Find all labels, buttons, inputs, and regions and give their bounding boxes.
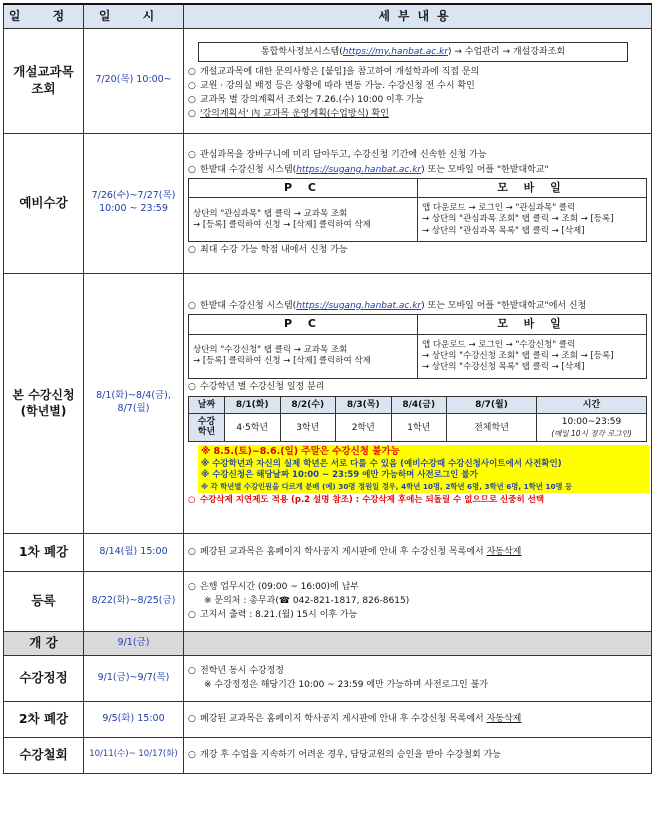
- item-text: 개강 후 수업을 지속하기 어려운 경우, 담당교원의 승인을 받아 수강철회 가능: [200, 749, 501, 760]
- bullet-icon: ○: [188, 381, 196, 392]
- schedule-cell: 1학년: [391, 414, 447, 442]
- item-text: 관심과목을 장바구니에 미리 담아두고, 수강신청 기간에 신속한 신청 가능: [200, 150, 487, 161]
- list-item: [188, 495, 647, 506]
- schedule-time-cell: [537, 414, 647, 442]
- contact-line: ※ 문의처 : 총무과(☎ 042-821-1817, 826-8615): [204, 595, 410, 606]
- bullet-icon: ○: [188, 713, 196, 724]
- bullet-icon: ○: [188, 610, 196, 621]
- bullet-icon: ○: [188, 95, 196, 106]
- row-payment: [4, 571, 652, 631]
- method-table: [188, 178, 647, 243]
- path-prefix: 통합학사정보시스템(: [260, 46, 343, 57]
- item-text: 개설교과목에 대한 문의사항은 [붙임]을 참고하여 개설학과에 직접 문의: [200, 66, 480, 77]
- list-item: [188, 581, 647, 593]
- schedule-cell: 3학년: [280, 414, 336, 442]
- item-text: 수강학년 별 수강신청 일정 분리: [200, 381, 325, 392]
- bullet-icon: ○: [188, 150, 196, 161]
- list-item: [188, 300, 647, 312]
- bullet-icon: ○: [188, 581, 196, 592]
- list-item: [188, 381, 647, 393]
- row-date: 8/22(화)~8/25(금): [84, 571, 184, 631]
- mobile-instructions: 앱 다운로드 → 로그인 → "관심과목" 클릭 → 상단의 "관심과목 조회" 탭 클릭 → 조회 → [등록] → 상단의 "관심과목 목록" 탭 클릭 → [삭제]: [418, 198, 647, 242]
- row-name: 등록: [4, 571, 84, 631]
- row-date: 9/1(금): [84, 631, 184, 655]
- row-name: 개 강: [4, 631, 84, 655]
- row-name: 수강정정: [4, 655, 84, 701]
- row-first-cancellation: [4, 533, 652, 571]
- mobile-label: 모 바 일: [418, 314, 647, 334]
- list-item: [188, 66, 647, 78]
- list-item: [188, 713, 647, 725]
- list-item: [188, 665, 647, 677]
- row-date: 8/1(화)~8/4(금), 8/7(월): [84, 273, 184, 533]
- grade-schedule-table: [188, 396, 647, 442]
- schedule-label: 수강 학년: [189, 414, 225, 442]
- list-item: [188, 149, 647, 161]
- item-underline: 자동삭제: [486, 546, 522, 557]
- row-date: 8/14(월) 15:00: [84, 533, 184, 571]
- item-text: 교과목 별 강의계획서 조회는 7.26.(수) 10:00 이후 가능: [200, 95, 424, 106]
- bullet-icon: ○: [188, 300, 196, 311]
- bullet-icon: ○: [188, 494, 196, 505]
- row-main-registration: [4, 273, 652, 533]
- mobile-instructions: 앱 다운로드 → 로그인 → "수강신청" 클릭 → 상단의 "수강신청 조회" 탭 클릭 → 조회 → [등록] → 상단의 "수강신청 목록" 탭 클릭 → [삭제]: [418, 334, 647, 378]
- list-item: [188, 164, 647, 176]
- row-details: [184, 533, 652, 571]
- row-course-change: [4, 655, 652, 701]
- bullet-icon: ○: [188, 80, 196, 91]
- bullet-icon: ○: [188, 546, 196, 557]
- row-name: 수강철회: [4, 737, 84, 773]
- schedule-document: [3, 3, 651, 833]
- path-suffix: ) → 수업관리 → 개설강좌조회: [448, 46, 566, 57]
- row-details: [184, 273, 652, 533]
- pc-instructions: 상단의 "수강신청" 탭 클릭 → 교과목 조회 → [등록] 클릭하여 신청 → [삭제] 클릭하여 삭제: [189, 334, 418, 378]
- item-text: 폐강된 교과목은 홈페이지 학사공지 게시판에 안내 후 수강신청 목록에서: [200, 713, 487, 724]
- portal-link[interactable]: https://my.hanbat.ac.kr: [342, 46, 449, 57]
- list-item: [188, 244, 647, 256]
- list-item: [188, 108, 647, 120]
- item-text: 한밭대 수강신청 시스템(: [200, 300, 297, 311]
- schedule-time: 10:00~23:59: [561, 417, 622, 428]
- pc-instructions: 상단의 "관심과목" 탭 클릭 → 교과목 조회 → [등록] 클릭하여 신청 → [삭제] 클릭하여 삭제: [189, 198, 418, 242]
- schedule-table: [3, 3, 652, 774]
- bullet-icon: ○: [188, 749, 196, 760]
- sugang-link[interactable]: https://sugang.hanbat.ac.kr: [296, 300, 422, 311]
- row-date: 9/5(화) 15:00: [84, 701, 184, 737]
- row-date: 7/26(수)~7/27(목) 10:00 ~ 23:59: [84, 133, 184, 273]
- notice-weekend: ※ 8.5.(토)~8.6.(일) 주말은 수강신청 불가능: [201, 446, 400, 458]
- header-details: 세부내용: [184, 4, 652, 28]
- item-text: '강의계획서' 內 교과목 운영계획(수업방식) 확인: [200, 109, 389, 120]
- item-text: 한밭대 수강신청 시스템(: [200, 164, 297, 175]
- row-name: 개설교과목 조회: [4, 28, 84, 133]
- row-name: 본 수강신청 (학년별): [4, 273, 84, 533]
- schedule-time-note: (매일 10시 정각 로그인): [551, 428, 632, 438]
- row-details: [184, 701, 652, 737]
- sugang-link[interactable]: https://sugang.hanbat.ac.kr: [296, 164, 422, 175]
- header-datetime: 일 시: [84, 4, 184, 28]
- schedule-header: 8/3(목): [336, 396, 392, 413]
- row-course-lookup: [4, 28, 652, 133]
- bullet-icon: ○: [188, 109, 196, 120]
- path-box: [198, 42, 628, 62]
- list-item: [188, 80, 647, 92]
- item-text: ) 또는 모바일 어플 "한밭대학교": [421, 164, 549, 175]
- header-row: [4, 4, 652, 28]
- row-pre-registration: [4, 133, 652, 273]
- notice-time: ※ 수강신청은 해당날짜 10:00 ~ 23:59 에만 가능하며 사전로그인 불가: [201, 470, 478, 481]
- item-text: 최대 수강 가능 학점 내에서 신청 가능: [200, 245, 348, 256]
- schedule-header: 8/7(월): [447, 396, 537, 413]
- list-item: [188, 609, 647, 621]
- schedule-header: 8/1(화): [225, 396, 281, 413]
- schedule-cell: 2학년: [336, 414, 392, 442]
- item-text: 교원 · 강의실 배정 등은 상황에 따라 변동 가능. 수강신청 전 수시 확인: [200, 80, 475, 91]
- change-note: ※ 수강정정은 해당기간 10:00 ~ 23:59 에만 가능하며 사전로그인 불가: [204, 680, 488, 690]
- header-schedule: 일 정: [4, 4, 84, 28]
- notice-box: [198, 445, 650, 493]
- schedule-header: 날짜: [189, 396, 225, 413]
- schedule-value-row: [189, 414, 647, 442]
- notice-grade: ※ 수강학년과 자신의 실제 학년은 서로 다를 수 있음 (예비수강때 수강신청사이트에서 사전확인): [201, 458, 562, 469]
- schedule-cell: 전체학년: [447, 414, 537, 442]
- item-underline: 자동삭제: [486, 713, 522, 724]
- row-semester-start: [4, 631, 652, 655]
- pc-label: P C: [189, 178, 418, 198]
- row-details: [184, 737, 652, 773]
- row-date: 9/1(금)~9/7(목): [84, 655, 184, 701]
- row-date: 10/11(수)~ 10/17(화): [84, 737, 184, 773]
- bullet-icon: ○: [188, 665, 196, 676]
- schedule-cell: 4·5학년: [225, 414, 281, 442]
- method-table: [188, 314, 647, 379]
- schedule-header: 8/2(수): [280, 396, 336, 413]
- schedule-header-row: [189, 396, 647, 413]
- row-date: 7/20(목) 10:00~: [84, 28, 184, 133]
- row-details: [184, 571, 652, 631]
- row-name: 1차 폐강: [4, 533, 84, 571]
- notice-quota: ※ 각 학년별 수강인원을 다르게 분배 (예) 30명 정원일 경우, 4학년 10명, 2학년 6명, 3학년 6명, 1학년 10명 등: [201, 481, 573, 491]
- bullet-icon: ○: [188, 164, 196, 175]
- list-item: [188, 749, 647, 761]
- item-text: 폐강된 교과목은 홈페이지 학사공지 게시판에 안내 후 수강신청 목록에서: [200, 546, 487, 557]
- list-item: [188, 94, 647, 106]
- mobile-label: 모 바 일: [418, 178, 647, 198]
- row-details: [184, 28, 652, 133]
- schedule-header: 8/4(금): [391, 396, 447, 413]
- item-text: ) 또는 모바일 어플 "한밭대학교"에서 신청: [421, 300, 587, 311]
- row-details: [184, 655, 652, 701]
- item-text: 수강삭제 지연제도 적용 (p.2 설명 참조) : 수강삭제 후에는 되돌릴 수 없으므로 신중히 선택: [200, 494, 545, 505]
- bullet-icon: ○: [188, 66, 196, 77]
- item-text: 전학년 동시 수강정정: [200, 665, 284, 676]
- row-name: 예비수강: [4, 133, 84, 273]
- item-text: 은행 업무시간 (09:00 ~ 16:00)에 납부: [200, 581, 359, 592]
- item-text: 고지서 출력 : 8.21.(월) 15시 이후 가능: [200, 610, 358, 621]
- pc-label: P C: [189, 314, 418, 334]
- row-name: 2차 폐강: [4, 701, 84, 737]
- bullet-icon: ○: [188, 245, 196, 256]
- row-details: [184, 133, 652, 273]
- row-details: [184, 631, 652, 655]
- list-item: [188, 546, 647, 558]
- schedule-header: 시간: [537, 396, 647, 413]
- row-second-cancellation: [4, 701, 652, 737]
- row-withdrawal: [4, 737, 652, 773]
